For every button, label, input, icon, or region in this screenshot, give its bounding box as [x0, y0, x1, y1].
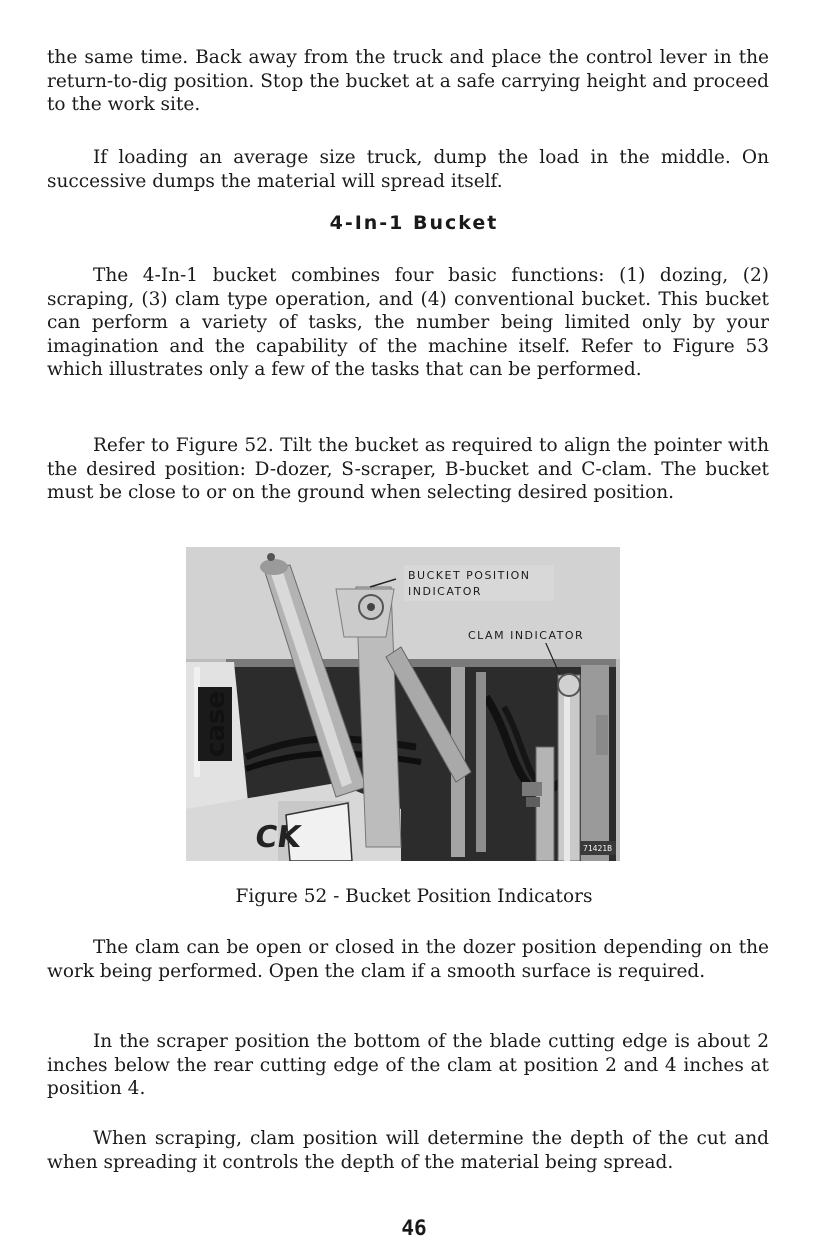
paragraph-scraping-depth: When scraping, clam position will determine the depth of the cut and when spreading it controls the depth of the material being spread. — [47, 1128, 769, 1173]
photo-reference-number: 71421B — [583, 844, 612, 853]
brand-logo: case — [201, 690, 231, 757]
paragraph-figure-52-reference: Refer to Figure 52. Tilt the bucket as required to align the pointer with the desired position: D-dozer, S-scraper, B-bucket and C-clam. The bucket must be close to or on the ground when selecting desired position. — [47, 435, 769, 503]
section-heading: 4-In-1 Bucket — [329, 212, 499, 234]
paragraph-truck-loading: If loading an average size truck, dump the load in the middle. On successive dumps the material will spread itself. — [47, 147, 769, 192]
bucket-indicator-label-line1: BUCKET POSITION — [408, 569, 531, 582]
bucket-indicator-label-line2: INDICATOR — [408, 585, 483, 598]
page-number: 46 — [401, 1216, 427, 1240]
model-badge: CK — [252, 820, 303, 855]
photo-illustration — [186, 547, 620, 861]
paragraph-four-in-one-intro: The 4-In-1 bucket combines four basic functions: (1) dozing, (2) scraping, (3) clam type operation, and (4) conventional bucket. This bucket can perform a variety of tasks, the number being limited only by your imagination and the capability of the machine itself. Refer to Figure 53 which illustrates only a few of the tasks that can be performed. — [47, 265, 769, 380]
paragraph-scraper-position: In the scraper position the bottom of the blade cutting edge is about 2 inches below the rear cutting edge of the clam at position 2 and 4 inches at position 4. — [47, 1031, 769, 1099]
clam-indicator-label: CLAM INDICATOR — [468, 629, 585, 642]
bucket-position-photo — [186, 547, 620, 861]
paragraph-clam-dozer: The clam can be open or closed in the dozer position depending on the work being performed. Open the clam if a smooth surface is required. — [47, 937, 769, 982]
figure-caption: Figure 52 - Bucket Position Indicators — [235, 886, 593, 907]
paragraph-return-to-dig: the same time. Back away from the truck and place the control lever in the return-to-dig position. Stop the bucket at a safe carrying height and proceed to the work site. — [47, 47, 769, 115]
